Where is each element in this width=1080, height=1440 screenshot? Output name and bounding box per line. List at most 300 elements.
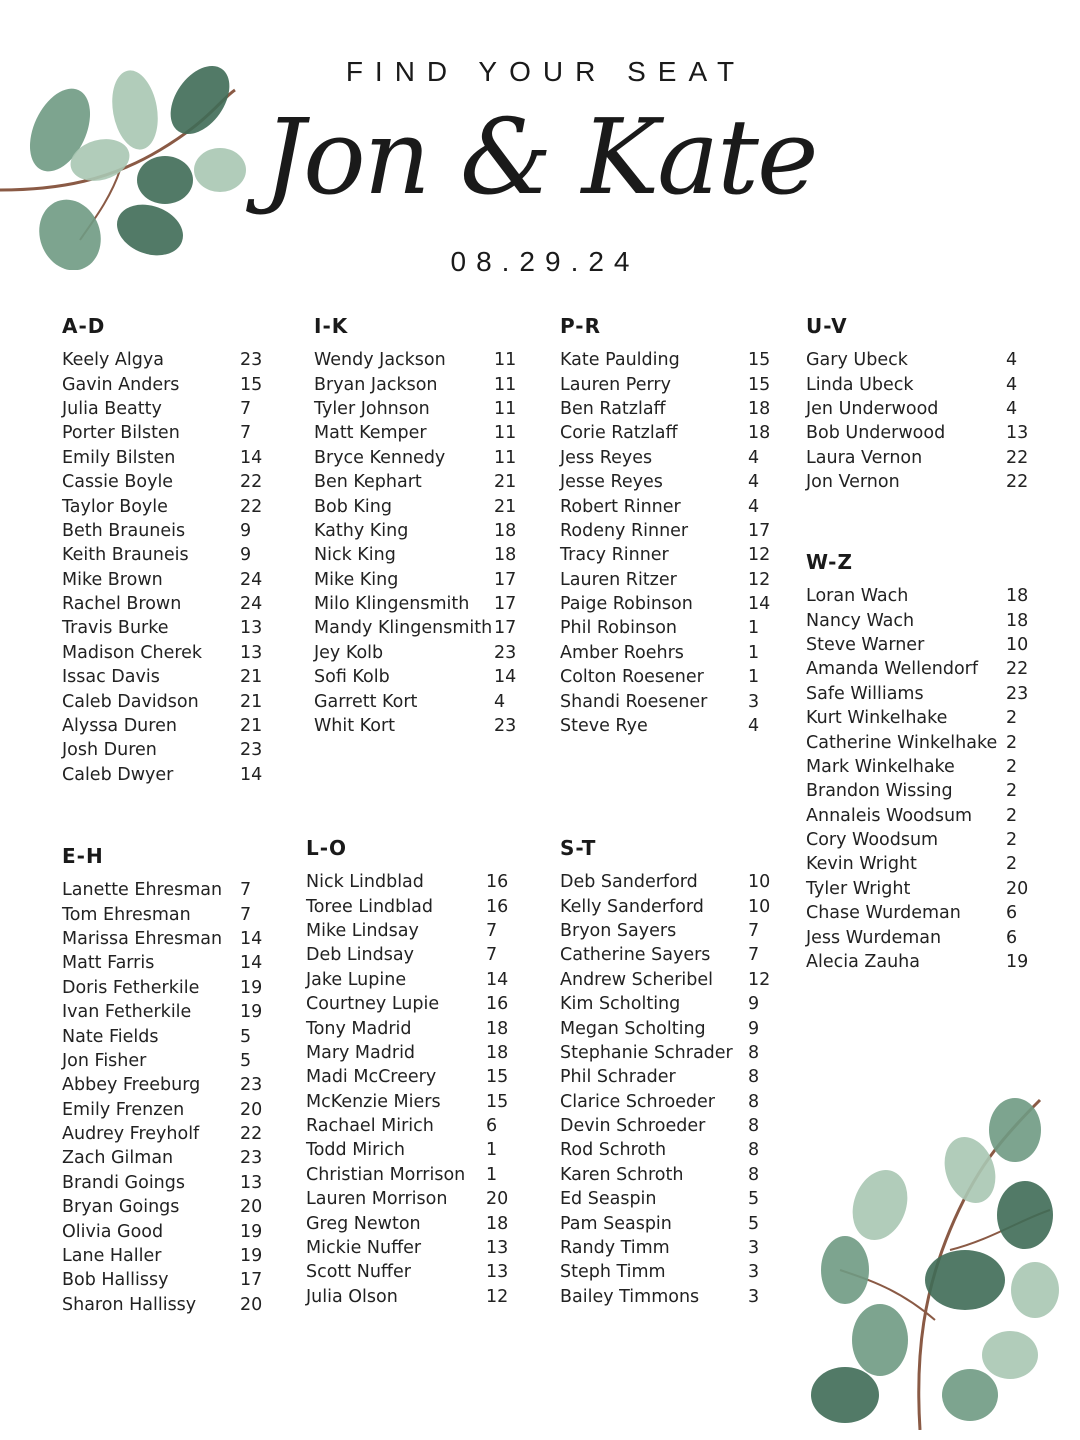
- guest-row: [806, 470, 1029, 494]
- guest-table-number: 23: [240, 1075, 263, 1096]
- guest-name: Bob Hallissy: [62, 1270, 169, 1291]
- guest-name: Rodeny Rinner: [560, 520, 689, 541]
- guest-name: Tom Ehresman: [62, 904, 191, 925]
- guest-table-number: 15: [748, 350, 771, 371]
- guest-row: [806, 633, 1029, 657]
- guest-row: [62, 763, 263, 787]
- guest-name: Alecia Zauha: [806, 952, 920, 973]
- guest-name: Rod Schroth: [560, 1140, 667, 1161]
- guest-name: Bryan Jackson: [314, 374, 438, 395]
- guest-row: [560, 568, 771, 592]
- guest-name: Kevin Wright: [806, 854, 917, 875]
- guest-name: Madi McCreery: [306, 1067, 437, 1088]
- guest-row: [306, 1090, 509, 1114]
- guest-table-number: 2: [1006, 732, 1018, 753]
- guest-name: Tony Madrid: [306, 1018, 412, 1039]
- guest-row: [306, 894, 509, 918]
- guest-row: [560, 1236, 760, 1260]
- guest-name: Porter Bilsten: [62, 423, 180, 444]
- guest-name: Kim Scholting: [560, 994, 681, 1015]
- guest-table-number: 19: [240, 977, 263, 998]
- guest-row: [62, 494, 263, 518]
- guest-name: Garrett Kort: [314, 691, 418, 712]
- guest-name: Mike Lindsay: [306, 920, 419, 941]
- guest-name: Devin Schroeder: [560, 1116, 706, 1137]
- guest-table-number: 16: [486, 994, 509, 1015]
- guest-table-number: 13: [486, 1238, 509, 1259]
- guest-table-number: 11: [494, 423, 517, 444]
- guest-row: [560, 1211, 760, 1235]
- group-w-z: [806, 550, 1029, 974]
- guest-name: Gary Ubeck: [806, 350, 908, 371]
- guest-row: [62, 1244, 263, 1268]
- guest-table-number: 14: [240, 928, 263, 949]
- guest-table-number: 7: [748, 945, 760, 966]
- guest-name: Nick King: [314, 545, 396, 566]
- guest-table-number: 14: [494, 667, 517, 688]
- guest-row: [314, 519, 517, 543]
- guest-name: Caleb Davidson: [62, 691, 199, 712]
- guest-table-number: 23: [494, 716, 517, 737]
- guest-row: [306, 1114, 498, 1138]
- guest-table-number: 18: [486, 1042, 509, 1063]
- guest-row: [306, 1211, 509, 1235]
- guest-row: [62, 592, 263, 616]
- guest-name: Amanda Wellendorf: [806, 659, 979, 680]
- guest-name: Scott Nuffer: [306, 1262, 411, 1283]
- guest-table-number: 21: [494, 496, 517, 517]
- group-e-h: [62, 844, 263, 1317]
- guest-row: [62, 1049, 252, 1073]
- guest-row: [560, 494, 760, 518]
- guest-name: Annaleis Woodsum: [806, 805, 973, 826]
- guest-table-number: 19: [240, 1221, 263, 1242]
- guest-name: Keely Algya: [62, 350, 164, 371]
- guest-name: Bryce Kennedy: [314, 447, 446, 468]
- guest-row: [314, 665, 517, 689]
- guest-row: [560, 348, 771, 372]
- guest-name: Keith Brauneis: [62, 545, 189, 566]
- guest-table-number: 9: [240, 545, 252, 566]
- guest-row: [62, 927, 263, 951]
- guest-table-number: 8: [748, 1067, 760, 1088]
- guest-table-number: 4: [1006, 374, 1018, 395]
- guest-row: [560, 992, 760, 1016]
- guest-name: Pam Seaspin: [560, 1213, 672, 1234]
- wedding-date: 08.29.24: [450, 246, 640, 277]
- guest-table-number: 15: [486, 1091, 509, 1112]
- guest-table-number: 4: [748, 472, 760, 493]
- guest-name: Deb Sanderford: [560, 872, 698, 893]
- guest-table-number: 5: [240, 1026, 252, 1047]
- guest-name: Madison Cherek: [62, 642, 203, 663]
- guest-row: [806, 877, 1029, 901]
- guest-table-number: 4: [1006, 398, 1018, 419]
- couple-names: Jon & Kate: [263, 96, 817, 218]
- guest-table-number: 13: [486, 1262, 509, 1283]
- guest-row: [306, 943, 498, 967]
- eucalyptus-bottom-right-decoration: [800, 1090, 1070, 1430]
- guest-table-number: 19: [240, 1246, 263, 1267]
- guest-name: Tyler Johnson: [314, 398, 430, 419]
- guest-row: [560, 592, 771, 616]
- guest-table-number: 13: [240, 642, 263, 663]
- guest-table-number: 12: [748, 545, 771, 566]
- guest-name: Emily Bilsten: [62, 447, 176, 468]
- guest-table-number: 6: [1006, 903, 1018, 924]
- guest-name: Wendy Jackson: [314, 350, 446, 371]
- guest-name: Rachael Mirich: [306, 1116, 434, 1137]
- guest-row: [560, 543, 771, 567]
- guest-name: Mary Madrid: [306, 1042, 416, 1063]
- guest-name: Kelly Sanderford: [560, 896, 704, 917]
- guest-row: [62, 1171, 263, 1195]
- guest-name: Nancy Wach: [806, 610, 915, 631]
- guest-row: [62, 878, 252, 902]
- guest-table-number: 18: [494, 545, 517, 566]
- guest-table-number: 3: [748, 1286, 760, 1307]
- guest-name: Jen Underwood: [806, 398, 939, 419]
- guest-row: [306, 1187, 509, 1211]
- guest-row: [62, 1219, 263, 1243]
- header-kicker: FIND YOUR SEAT: [345, 56, 747, 87]
- guest-row: [314, 421, 517, 445]
- guest-table-number: 14: [240, 447, 263, 468]
- guest-row: [62, 1195, 263, 1219]
- guest-table-number: 15: [748, 374, 771, 395]
- guest-name: Mickie Nuffer: [306, 1238, 422, 1259]
- guest-row: [62, 976, 263, 1000]
- guest-name: Jess Reyes: [560, 447, 653, 468]
- guest-table-number: 22: [1006, 659, 1029, 680]
- guest-table-number: 1: [486, 1140, 498, 1161]
- guest-name: Linda Ubeck: [806, 374, 914, 395]
- guest-row: [806, 348, 1018, 372]
- guest-row: [806, 706, 1018, 730]
- guest-row: [62, 543, 252, 567]
- guest-name: Robert Rinner: [560, 496, 681, 517]
- guest-row: [560, 1163, 760, 1187]
- guest-table-number: 7: [240, 880, 252, 901]
- guest-row: [560, 919, 760, 943]
- guest-row: [560, 968, 771, 992]
- guest-table-number: 18: [494, 520, 517, 541]
- guest-table-number: 3: [748, 1262, 760, 1283]
- guest-name: Loran Wach: [806, 586, 909, 607]
- guest-row: [314, 689, 506, 713]
- guest-name: Nate Fields: [62, 1026, 159, 1047]
- guest-table-number: 13: [240, 1172, 263, 1193]
- guest-row: [560, 519, 771, 543]
- guest-table-number: 11: [494, 350, 517, 371]
- guest-table-number: 2: [1006, 805, 1018, 826]
- guest-name: Mike King: [314, 569, 399, 590]
- group-heading: W-Z: [806, 550, 853, 574]
- guest-row: [62, 665, 263, 689]
- guest-row: [806, 950, 1029, 974]
- guest-table-number: 21: [494, 472, 517, 493]
- guest-table-number: 14: [240, 953, 263, 974]
- guest-row: [62, 738, 263, 762]
- guest-row: [560, 641, 760, 665]
- guest-row: [806, 421, 1029, 445]
- guest-row: [806, 828, 1018, 852]
- guest-name: Jesse Reyes: [560, 472, 663, 493]
- guest-table-number: 1: [748, 618, 760, 639]
- guest-row: [62, 446, 263, 470]
- guest-name: Sofi Kolb: [314, 667, 390, 688]
- guest-name: Christian Morrison: [306, 1164, 466, 1185]
- guest-name: Olivia Good: [62, 1221, 164, 1242]
- guest-row: [62, 714, 263, 738]
- guest-row: [806, 804, 1018, 828]
- guest-table-number: 24: [240, 594, 263, 615]
- group-heading: U-V: [806, 314, 848, 338]
- guest-table-number: 2: [1006, 781, 1018, 802]
- guest-name: Deb Lindsay: [306, 945, 414, 966]
- guest-row: [560, 870, 771, 894]
- guest-table-number: 14: [486, 969, 509, 990]
- guest-name: Doris Fetherkile: [62, 977, 200, 998]
- guest-row: [62, 348, 263, 372]
- guest-table-number: 20: [240, 1294, 263, 1315]
- guest-name: Tracy Rinner: [560, 545, 669, 566]
- guest-name: Lauren Morrison: [306, 1189, 448, 1210]
- guest-table-number: 18: [1006, 586, 1029, 607]
- guest-name: Jey Kolb: [314, 642, 384, 663]
- guest-row: [560, 665, 760, 689]
- guest-table-number: 5: [240, 1050, 252, 1071]
- guest-table-number: 20: [486, 1189, 509, 1210]
- guest-table-number: 7: [240, 904, 252, 925]
- guest-name: Catherine Winkelhake: [806, 732, 998, 753]
- guest-name: Sharon Hallissy: [62, 1294, 197, 1315]
- guest-name: Tyler Wright: [806, 878, 911, 899]
- guest-row: [314, 616, 517, 640]
- guest-name: Ben Ratzlaff: [560, 398, 666, 419]
- guest-table-number: 4: [1006, 350, 1018, 371]
- guest-table-number: 23: [240, 350, 263, 371]
- guest-row: [314, 641, 517, 665]
- guest-row: [314, 494, 517, 518]
- group-heading: L-O: [306, 836, 348, 860]
- guest-table-number: 11: [494, 398, 517, 419]
- guest-row: [560, 1138, 760, 1162]
- guest-name: Lauren Perry: [560, 374, 671, 395]
- guest-name: Travis Burke: [62, 618, 169, 639]
- guest-row: [806, 372, 1018, 396]
- guest-name: Lane Haller: [62, 1246, 162, 1267]
- group-heading: P-R: [560, 314, 602, 338]
- guest-name: Beth Brauneis: [62, 520, 186, 541]
- guest-name: Cory Woodsum: [806, 830, 939, 851]
- group-heading: S-T: [560, 836, 597, 860]
- guest-name: Marissa Ehresman: [62, 928, 223, 949]
- guest-row: [306, 1260, 509, 1284]
- guest-name: Corie Ratzlaff: [560, 423, 678, 444]
- guest-name: Paige Robinson: [560, 594, 693, 615]
- guest-table-number: 23: [494, 642, 517, 663]
- guest-table-number: 2: [1006, 854, 1018, 875]
- guest-name: Matt Farris: [62, 953, 155, 974]
- guest-row: [560, 1016, 760, 1040]
- guest-table-number: 22: [240, 496, 263, 517]
- guest-name: Jess Wurdeman: [806, 927, 942, 948]
- guest-row: [62, 568, 263, 592]
- guest-table-number: 17: [494, 569, 517, 590]
- guest-row: [806, 446, 1029, 470]
- guest-name: Mandy Klingensmith: [314, 618, 493, 639]
- guest-name: Cassie Boyle: [62, 472, 174, 493]
- guest-name: McKenzie Miers: [306, 1091, 441, 1112]
- guest-name: Brandi Goings: [62, 1172, 185, 1193]
- guest-name: Courtney Lupie: [306, 994, 440, 1015]
- guest-name: Kurt Winkelhake: [806, 708, 948, 729]
- guest-table-number: 1: [748, 642, 760, 663]
- guest-table-number: 5: [748, 1189, 760, 1210]
- guest-row: [62, 951, 263, 975]
- guest-name: Josh Duren: [62, 740, 157, 761]
- guest-name: Milo Klingensmith: [314, 594, 470, 615]
- guest-table-number: 4: [748, 496, 760, 517]
- guest-table-number: 16: [486, 896, 509, 917]
- guest-name: Clarice Schroeder: [560, 1091, 715, 1112]
- guest-row: [806, 730, 1018, 754]
- group-i-k: [314, 314, 517, 738]
- guest-name: Brandon Wissing: [806, 781, 953, 802]
- guest-row: [314, 348, 517, 372]
- guest-table-number: 24: [240, 569, 263, 590]
- guest-row: [806, 657, 1029, 681]
- guest-name: Julia Olson: [306, 1286, 398, 1307]
- guest-table-number: 18: [1006, 610, 1029, 631]
- guest-name: Steve Warner: [806, 634, 925, 655]
- guest-row: [306, 919, 498, 943]
- guest-name: Abbey Freeburg: [62, 1075, 201, 1096]
- guest-table-number: 20: [240, 1197, 263, 1218]
- guest-table-number: 8: [748, 1164, 760, 1185]
- guest-table-number: 17: [494, 618, 517, 639]
- guest-table-number: 4: [494, 691, 506, 712]
- guest-row: [314, 543, 517, 567]
- guest-table-number: 13: [240, 618, 263, 639]
- guest-table-number: 19: [240, 1002, 263, 1023]
- group-p-r: [560, 314, 771, 738]
- guest-table-number: 14: [748, 594, 771, 615]
- guest-name: Phil Schrader: [560, 1067, 676, 1088]
- guest-row: [62, 1000, 263, 1024]
- guest-row: [314, 470, 517, 494]
- guest-name: Toree Lindblad: [306, 896, 433, 917]
- guest-row: [306, 1236, 509, 1260]
- guest-row: [806, 852, 1018, 876]
- guest-name: Andrew Scheribel: [560, 969, 714, 990]
- guest-name: Colton Roesener: [560, 667, 704, 688]
- guest-row: [806, 608, 1029, 632]
- guest-table-number: 20: [1006, 878, 1029, 899]
- guest-table-number: 6: [1006, 927, 1018, 948]
- guest-name: Jon Vernon: [806, 472, 900, 493]
- guest-name: Shandi Roesener: [560, 691, 708, 712]
- guest-name: Caleb Dwyer: [62, 764, 174, 785]
- guest-table-number: 23: [240, 1148, 263, 1169]
- group-u-v: [806, 314, 1029, 494]
- guest-row: [806, 682, 1029, 706]
- guest-table-number: 8: [748, 1140, 760, 1161]
- guest-table-number: 13: [1006, 423, 1029, 444]
- group-heading: I-K: [314, 314, 349, 338]
- guest-table-number: 2: [1006, 830, 1018, 851]
- guest-row: [62, 421, 252, 445]
- guest-name: Issac Davis: [62, 667, 160, 688]
- guest-row: [560, 894, 771, 918]
- guest-table-number: 9: [748, 1018, 760, 1039]
- guest-table-number: 1: [486, 1164, 498, 1185]
- guest-row: [306, 992, 509, 1016]
- guest-name: Safe Williams: [806, 683, 924, 704]
- group-heading: A-D: [62, 314, 106, 338]
- guest-row: [560, 1065, 760, 1089]
- guest-table-number: 12: [748, 569, 771, 590]
- guest-row: [62, 689, 263, 713]
- guest-name: Jake Lupine: [306, 969, 407, 990]
- guest-row: [306, 1041, 509, 1065]
- guest-row: [306, 1285, 509, 1309]
- guest-table-number: 18: [748, 398, 771, 419]
- guest-row: [806, 925, 1018, 949]
- guest-table-number: 16: [486, 872, 509, 893]
- guest-row: [560, 616, 760, 640]
- guest-table-number: 22: [1006, 472, 1029, 493]
- guest-row: [806, 584, 1029, 608]
- guest-name: Steve Rye: [560, 716, 648, 737]
- guest-table-number: 7: [748, 920, 760, 941]
- guest-table-number: 21: [240, 667, 263, 688]
- guest-table-number: 22: [240, 472, 263, 493]
- guest-name: Laura Vernon: [806, 447, 923, 468]
- guest-name: Lauren Ritzer: [560, 569, 677, 590]
- guest-table-number: 3: [748, 1238, 760, 1259]
- guest-table-number: 23: [1006, 683, 1029, 704]
- guest-table-number: 22: [240, 1124, 263, 1145]
- guest-name: Ben Kephart: [314, 472, 422, 493]
- guest-row: [306, 1065, 509, 1089]
- guest-name: Phil Robinson: [560, 618, 677, 639]
- guest-table-number: 18: [486, 1213, 509, 1234]
- guest-row: [306, 1163, 498, 1187]
- guest-name: Zach Gilman: [62, 1148, 174, 1169]
- guest-table-number: 9: [240, 520, 252, 541]
- guest-name: Catherine Sayers: [560, 945, 711, 966]
- guest-table-number: 2: [1006, 756, 1018, 777]
- guest-name: Greg Newton: [306, 1213, 421, 1234]
- guest-name: Bob Underwood: [806, 423, 946, 444]
- guest-row: [62, 1146, 263, 1170]
- guest-row: [806, 397, 1018, 421]
- guest-table-number: 7: [486, 945, 498, 966]
- guest-table-number: 17: [748, 520, 771, 541]
- guest-table-number: 3: [748, 691, 760, 712]
- guest-name: Randy Timm: [560, 1238, 670, 1259]
- guest-row: [306, 1138, 498, 1162]
- guest-table-number: 11: [494, 447, 517, 468]
- guest-row: [62, 470, 263, 494]
- guest-name: Lanette Ehresman: [62, 880, 223, 901]
- guest-table-number: 21: [240, 691, 263, 712]
- guest-row: [314, 446, 517, 470]
- guest-table-number: 15: [486, 1067, 509, 1088]
- guest-row: [560, 689, 760, 713]
